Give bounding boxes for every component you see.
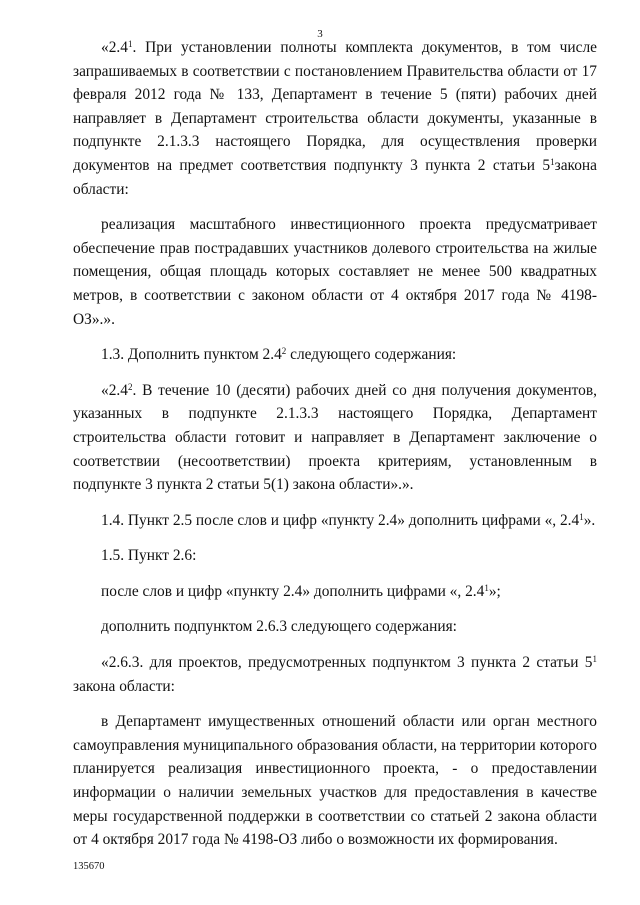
paragraph-property-department: в Департамент имущественных отношений области или орган местного самоуправления муниципального образования области, на территории которого планируется реализация инвестиционного проекта, - о предоставлении информации о наличии земельных участков для предоставления в качестве меры государственной поддержки в соответствии со статьей 2 закона области от 4 октября 2017 года № 4198-ОЗ либо о возможности их формирования. bbox=[73, 713, 597, 849]
paragraph-1-5: 1.5. Пункт 2.6: bbox=[101, 547, 197, 565]
document-body bbox=[73, 36, 597, 852]
paragraph-1-3: 1.3. Дополнить пунктом $2.4^2$ следующего содержания: bbox=[101, 346, 457, 364]
paragraph-2-6-3: «2.6.3. для проектов, предусмотренных подпунктом 3 пункта 2 статьи $5^1$ закона области: bbox=[73, 654, 597, 695]
paragraph-1-5-amend: после слов и цифр «пункту 2.4» дополнить цифрами «, $2.4^1$»; bbox=[101, 582, 501, 600]
paragraph-2-4-2: «$2.4^2$. В течение 10 (десяти) рабочих дней со дня получения документов, указанных в подпункте 2.1.3.3 настоящего Порядка, Департамент строительства области готовит и направляет в Департамент заключение о соответствии (несоответствии) проекта критериям, установленным в подпункте 3 пункта 2 статьи 5(1) закона области».». bbox=[73, 381, 597, 494]
paragraph-2-4-1: «$2.4^1$. При установлении полноты комплекта документов, в том числе запрашиваемых в соответствии с постановлением Правительства области от 17 февраля 2012 года № 133, Департамент в течение 5 (пяти) рабочих дней направляет в Департамент строительства области документы, указанные в подпункте 2.1.3.3 настоящего Порядка, для осуществления проверки документов на предмет соответствия подпункту 3 пункта 2 статьи $5^1закона$ области: bbox=[73, 39, 597, 198]
page-number: 3 bbox=[317, 28, 323, 40]
paragraph-1-5-add: дополнить подпунктом 2.6.3 следующего содержания: bbox=[101, 618, 457, 636]
paragraph-project-condition: реализация масштабного инвестиционного проекта предусматривает обеспечение прав пострадавших участников долевого строительства на жилые помещения, общая площадь которых составляет не менее 500 квадратных метров, в соответствии с законом области от 4 октября 2017 года № 4198-ОЗ».». bbox=[73, 216, 597, 328]
paragraph-1-4: 1.4. Пункт 2.5 после слов и цифр «пункту 2.4» дополнить цифрами «, $2.4^1$». bbox=[101, 511, 596, 529]
document-code: 135670 bbox=[73, 861, 105, 872]
